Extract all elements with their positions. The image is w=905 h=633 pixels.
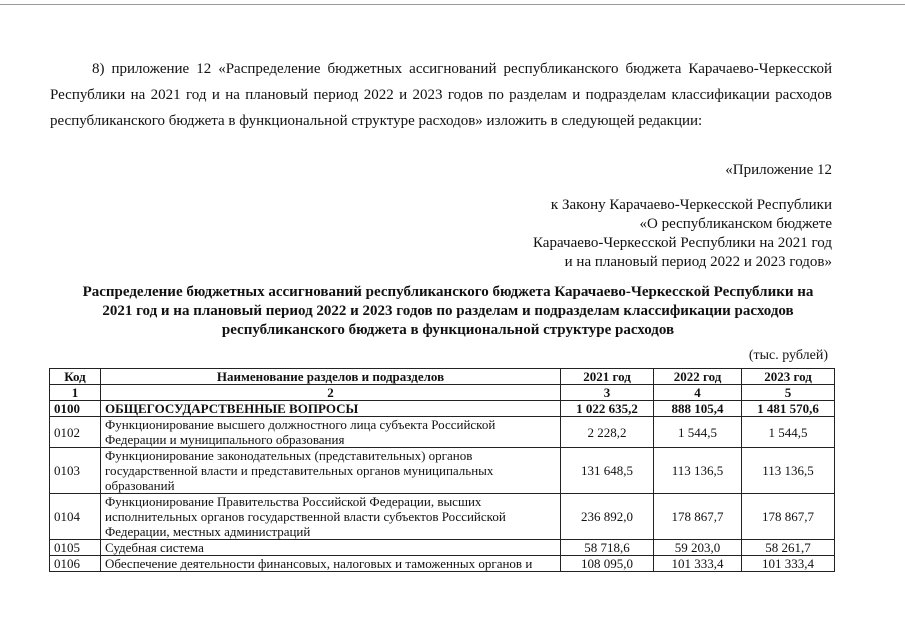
row-2021: 131 648,5 [561, 448, 654, 494]
table-row [50, 494, 835, 540]
table-row [50, 448, 835, 494]
row-name: ОБЩЕГОСУДАРСТВЕННЫЕ ВОПРОСЫ [101, 401, 561, 417]
header-2023: 2023 год [742, 369, 835, 385]
row-2021: 108 095,0 [561, 556, 654, 572]
table-row [50, 401, 835, 417]
row-2022: 113 136,5 [654, 448, 742, 494]
row-2022: 888 105,4 [654, 401, 742, 417]
table-row [50, 417, 835, 448]
row-name: Функционирование законодательных (представительных) органов государственной власти и представительных органов муниципальных образований [101, 448, 561, 494]
row-code: 0105 [50, 540, 101, 556]
intro-paragraph: 8) приложение 12 «Распределение бюджетных ассигнований республиканского бюджета Карачаево-Черкесской Республики на 2021 год и на плановый период 2022 и 2023 годов по разделам и подразделам классификации расходов республиканского бюджета в функциональной структуре расходов» изложить в следующей редакции: [50, 61, 832, 129]
table-index-row [50, 385, 835, 401]
table-header-row [50, 369, 835, 385]
row-2021: 2 228,2 [561, 417, 654, 448]
row-code: 0104 [50, 494, 101, 540]
row-2021: 236 892,0 [561, 494, 654, 540]
index-cell: 5 [742, 385, 835, 401]
row-2021: 58 718,6 [561, 540, 654, 556]
units-label: (тыс. рублей) [748, 348, 828, 363]
row-code: 0102 [50, 417, 101, 448]
document-title-line: республиканского бюджета в функциональной структуре расходов [221, 322, 675, 338]
table-row [50, 540, 835, 556]
appendix-line: к Закону Карачаево-Черкесской Республики [550, 197, 832, 213]
row-2022: 101 333,4 [654, 556, 742, 572]
header-name: Наименование разделов и подразделов [101, 369, 561, 385]
row-2022: 59 203,0 [654, 540, 742, 556]
appendix-line: Карачаево-Черкесской Республики на 2021 год [533, 235, 832, 251]
row-2023: 1 481 570,6 [742, 401, 835, 417]
row-code: 0100 [50, 401, 101, 417]
index-cell: 1 [50, 385, 101, 401]
document-title-line: Распределение бюджетных ассигнований республиканского бюджета Карачаево-Черкесской Республики на [82, 284, 814, 300]
row-2023: 113 136,5 [742, 448, 835, 494]
document-title [58, 283, 838, 340]
header-2021: 2021 год [561, 369, 654, 385]
index-cell: 4 [654, 385, 742, 401]
row-2023: 1 544,5 [742, 417, 835, 448]
row-code: 0103 [50, 448, 101, 494]
row-name: Обеспечение деятельности финансовых, налоговых и таможенных органов и [101, 556, 561, 572]
row-name: Функционирование высшего должностного лица субъекта Российской Федерации и муниципального образования [101, 417, 561, 448]
row-2023: 101 333,4 [742, 556, 835, 572]
appendix-line: «О республиканском бюджете [639, 216, 832, 232]
top-border-line [0, 4, 905, 5]
appendix-reference [533, 196, 832, 272]
appendix-line: и на плановый период 2022 и 2023 годов» [564, 254, 832, 270]
document-title-line: 2021 год и на плановый период 2022 и 2023 годов по разделам и подразделам классификации расходов [102, 303, 794, 319]
row-name: Судебная система [101, 540, 561, 556]
row-2022: 1 544,5 [654, 417, 742, 448]
row-2023: 58 261,7 [742, 540, 835, 556]
row-2023: 178 867,7 [742, 494, 835, 540]
header-code: Код [50, 369, 101, 385]
row-2022: 178 867,7 [654, 494, 742, 540]
appendix-title: «Приложение 12 [725, 162, 832, 178]
index-cell: 2 [101, 385, 561, 401]
row-code: 0106 [50, 556, 101, 572]
budget-table [49, 368, 835, 572]
row-2021: 1 022 635,2 [561, 401, 654, 417]
row-name: Функционирование Правительства Российской Федерации, высших исполнительных органов государственной власти субъектов Российской Федерации, местных администраций [101, 494, 561, 540]
header-2022: 2022 год [654, 369, 742, 385]
index-cell: 3 [561, 385, 654, 401]
table-row [50, 556, 835, 572]
